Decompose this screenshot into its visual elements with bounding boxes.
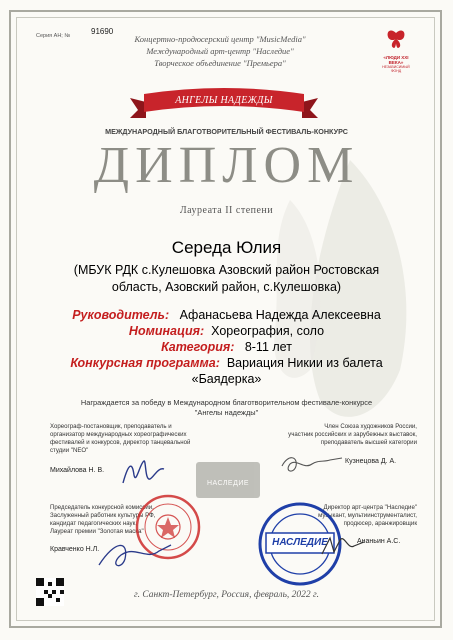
awarded-text: [26, 398, 427, 418]
chair-right-desc-line: Директор арт-центра "Наследие": [323, 504, 417, 511]
signature-ananin: [318, 530, 368, 560]
org-line-1: Концертно-продюсерский центр "MusicMedia": [134, 34, 306, 44]
program-value-line-1: Вариация Никии из балета: [226, 356, 383, 370]
awarded-line-2: "Ангелы надежды": [194, 408, 259, 417]
leader-label: Руководитель:: [72, 308, 170, 322]
org-line-2: Международный арт-центр "Наследие": [146, 46, 294, 56]
awarded-line-1: Награждается за победу в Международном благотворительном фестивале-конкурсе: [80, 398, 373, 407]
signature-kravchenko: [95, 535, 175, 575]
leader-value: Афанасьева Надежда Алексеевна: [179, 308, 381, 322]
series-label: Серия АН; №: [36, 33, 71, 39]
nasledie-watermark-logo: [196, 462, 260, 498]
affiliation-line-2: область, Азовский район, с.Кулешовка): [111, 280, 342, 294]
jury-right-desc-line: преподаватель высшей категории: [320, 439, 417, 446]
leader-row: [30, 307, 423, 323]
recipient-name: Середа Юлия: [171, 238, 282, 257]
watermark-text: НАСЛЕДИЕ: [206, 480, 250, 487]
jury-left-desc-line: организатор международных хореографических: [50, 431, 187, 438]
ribbon-shape: [124, 88, 324, 124]
chair-left-desc-line: Заслуженный работник культуры РФ,: [50, 512, 156, 519]
jury-right-desc-line: Член Союза художников России,: [324, 423, 417, 430]
nomination-row: [30, 323, 423, 339]
signature-mikhailova: [118, 455, 168, 490]
nomination-value: Хореография, соло: [211, 324, 325, 338]
chair-right-desc-line: музыкант, мультиинструменталист,: [318, 512, 417, 519]
category-row: [30, 339, 423, 355]
chair-right-name: Ананьин А.С.: [357, 538, 401, 545]
diploma-title: ДИПЛОМ: [93, 137, 360, 194]
recipient-affiliation: [30, 262, 423, 296]
logo-subtitle: НЕЗАВИСИМЫЙ ФОНД: [382, 65, 410, 73]
footer-location-date: г. Санкт-Петербург, Россия, февраль, 2022 г.: [134, 590, 319, 600]
category-value: 8-11 лет: [244, 340, 292, 354]
affiliation-line-1: (МБУК РДК с.Кулешовка Азовский район Ростовская: [73, 263, 380, 277]
serial-number: 91690: [91, 27, 114, 36]
jury-left-name: Михайлова Н. В.: [50, 467, 105, 474]
jury-left-desc-line: фестивалей и конкурсов, директор танцевальной: [50, 439, 191, 446]
nomination-label: Номинация:: [128, 324, 205, 338]
ribbon-label: АНГЕЛЫ НАДЕЖДЫ: [175, 95, 273, 106]
jury-right-name: Кузнецова Д. А.: [345, 458, 397, 465]
program-row: [30, 355, 423, 371]
jury-right-description: [235, 423, 417, 447]
jury-right-desc-line: участник российских и зарубежных выставок,: [288, 431, 417, 438]
signature-kuznetsova: [278, 452, 348, 480]
org-line-3: Творческое объединение "Премьера": [154, 58, 286, 68]
red-butterfly-logo-icon: [385, 28, 407, 50]
program-label: Конкурсная программа:: [70, 356, 220, 370]
chair-left-desc-line: кандидат педагогических наук,: [50, 520, 137, 527]
chair-left-name: Кравченко Н.Л.: [50, 546, 100, 553]
laureate-degree: Лауреата II степени: [179, 205, 274, 216]
jury-left-desc-line: Хореограф-постановщик, преподаватель и: [50, 423, 172, 430]
jury-left-desc-line: студии "NEO": [50, 447, 89, 454]
chair-right-desc-line: продюсер, аранжировщик: [343, 520, 417, 527]
chair-left-desc-line: Лауреат премии "Золотая маска": [50, 528, 144, 535]
program-value-line-2-row: [30, 371, 423, 387]
jury-left-description: [50, 423, 230, 455]
ribbon-banner: [124, 88, 324, 124]
blue-stamp-text: НАСЛЕДИЕ: [272, 537, 328, 548]
logo-name: «ЛЮДИ XXI ВЕКА»: [383, 55, 409, 65]
festival-title: МЕЖДУНАРОДНЫЙ БЛАГОТВОРИТЕЛЬНЫЙ ФЕСТИВАЛЬ-КОНКУРС: [105, 127, 348, 136]
category-label: Категория:: [161, 340, 235, 354]
program-value-line-2: «Баядерка»: [191, 372, 262, 386]
chair-left-desc-line: Председатель конкурсной комиссии,: [50, 504, 154, 511]
foundation-logo: [379, 28, 413, 73]
